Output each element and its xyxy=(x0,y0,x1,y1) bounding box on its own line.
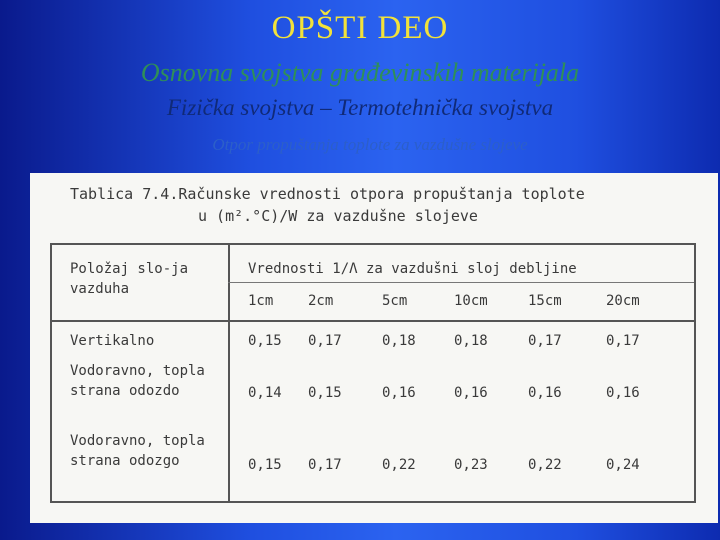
table-cell: 0,16 xyxy=(454,385,488,401)
table-cell: 0,15 xyxy=(308,385,342,401)
table-cell: 0,17 xyxy=(606,333,640,349)
table-divider-subheader xyxy=(228,282,694,283)
table-caption-line-1: Tablica 7.4.Računske vrednosti otpora propuštanja toplote xyxy=(70,185,585,203)
column-header: 1cm xyxy=(248,293,274,309)
table-cell: 0,18 xyxy=(382,333,416,349)
slide-subtitle-2: Fizička svojstva – Termotehnička svojstva xyxy=(166,95,554,120)
table-cell: 0,14 xyxy=(248,385,282,401)
value-header: Vrednosti 1/Λ za vazdušni sloj debljine xyxy=(248,261,577,277)
table-caption-line-2: u (m².°C)/W za vazdušne slojeve xyxy=(198,207,478,225)
scanned-table-image xyxy=(30,173,718,523)
table-cell: 0,22 xyxy=(528,457,562,473)
table-divider-header xyxy=(52,320,694,322)
table-cell: 0,16 xyxy=(528,385,562,401)
slide-subtitle: Osnovna svojstva građevinskih materijala xyxy=(140,58,580,87)
row-label: Vertikalno xyxy=(70,333,155,349)
table-cell: 0,23 xyxy=(454,457,488,473)
table-cell: 0,15 xyxy=(248,333,282,349)
table-cell: 0,18 xyxy=(454,333,488,349)
column-header: 2cm xyxy=(308,293,334,309)
column-header: 15cm xyxy=(528,293,562,309)
row-header: Položaj slo-ja vazduha xyxy=(70,261,189,297)
slide-title: OPŠTI DEO xyxy=(271,10,449,46)
column-header: 20cm xyxy=(606,293,640,309)
resistance-table xyxy=(50,243,696,503)
table-cell: 0,15 xyxy=(248,457,282,473)
row-label: Vodoravno, topla strana odozdo xyxy=(70,363,205,399)
table-cell: 0,17 xyxy=(308,333,342,349)
table-cell: 0,16 xyxy=(382,385,416,401)
table-cell: 0,16 xyxy=(606,385,640,401)
table-cell: 0,22 xyxy=(382,457,416,473)
slide-subtitle-3: Otpor propuštanja toplote za vazdušne slojeve xyxy=(212,135,528,154)
table-cell: 0,24 xyxy=(606,457,640,473)
column-header: 10cm xyxy=(454,293,488,309)
table-cell: 0,17 xyxy=(308,457,342,473)
table-divider-vertical xyxy=(228,245,230,501)
column-header: 5cm xyxy=(382,293,408,309)
table-cell: 0,17 xyxy=(528,333,562,349)
row-label: Vodoravno, topla strana odozgo xyxy=(70,433,205,469)
